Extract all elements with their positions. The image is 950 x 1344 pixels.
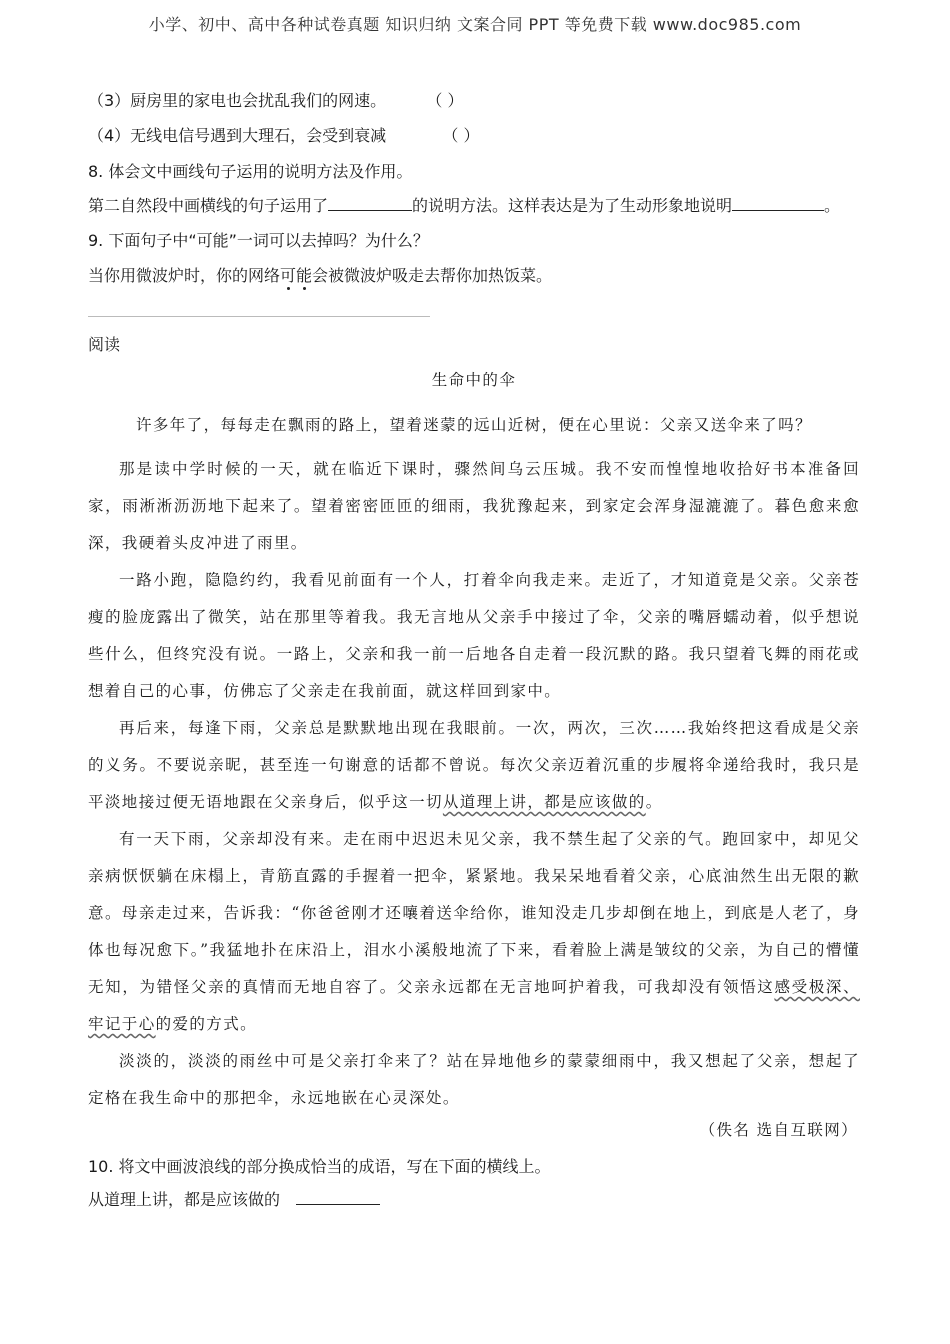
q9-text-post: 会被微波炉吸走去帮你加热饭菜。 (312, 266, 553, 285)
q9-prompt: 9. 下面句子中“可能”一词可以去掉吗？为什么？ (88, 231, 429, 250)
q10-answer-prefix: 从道理上讲，都是应该做的 (88, 1190, 281, 1209)
q8-text-end: 。 (824, 196, 841, 215)
article-intro: 许多年了，每每走在飘雨的路上，望着迷蒙的远山近树，便在心里说：父亲又送伞来了吗？ (135, 416, 812, 434)
article-paragraph-2: 一路小跑，隐隐约约，我看见前面有一个人，打着伞向我走来。走近了，才知道竟是父亲。父亲苍瘦的脸庞露出了微笑，站在那里等着我。我无言地从父亲手中接过了伞，父亲的嘴唇蠕动着，似乎想说些什么，但终究没有说。一路上，父亲和我一前一后地各自走着一段沉默的路。我只望着飞舞的雨花或想着自己的心事，仿佛忘了父亲走在我前面，就这样回到家中。 (88, 571, 860, 700)
p3-wavy-phrase: 从道理上讲，都是应该做的 (442, 793, 646, 811)
q9-dotted-char-2: 能 (296, 266, 313, 285)
q10-answer-blank[interactable] (296, 1190, 380, 1205)
item-3 (88, 88, 463, 111)
article-paragraph-5: 淡淡的，淡淡的雨丝中可是父亲打伞来了？站在异地他乡的蒙蒙细雨中，我又想起了父亲，想起了定格在我生命中的那把伞，永远地嵌在心灵深处。 (88, 1052, 860, 1107)
article-source: （佚名 选自互联网） (699, 1121, 858, 1139)
p4-wavy-phrase: 感受极深、牢记于心 (88, 978, 860, 1033)
q9-text-pre: 当你用微波炉时，你的网络 (88, 266, 281, 285)
article-paragraph-4 (88, 821, 860, 1043)
item-3-answer-paren[interactable]: （ ） (426, 91, 464, 110)
q10-answer-line (88, 1187, 380, 1210)
q8-prompt: 8. 体会文中画线句子运用的说明方法及作用。 (88, 162, 413, 181)
article-body (88, 451, 860, 1117)
item-3-text: （3）厨房里的家电也会扰乱我们的网速。 (88, 91, 387, 110)
p4-text-pre: 有一天下雨，父亲却没有来。走在雨中迟迟未见父亲，我不禁生起了父亲的气。跑回家中，却见父亲病恹恹躺在床榻上，青筋直露的手握着一把伞，紧紧地。我呆呆地看着父亲，心底油然生出无限的歉意。母亲走过来，告诉我：“你爸爸刚才还嚷着送伞给你，谁知没走几步却倒在地上，到底是人老了，身体也每况愈下。”我猛地扑在床沿上，泪水小溪般地流了下来，看着脸上满是皱纹的父亲，为自己的懵懂无知，为错怪父亲的真情而无地自容了。父亲永远都在无言地呵护着我，可我却没有领悟这 (88, 830, 860, 996)
answer-divider (88, 316, 430, 317)
article-paragraph-1: 那是读中学时候的一天，就在临近下课时，骤然间乌云压城。我不安而惶惶地收拾好书本准备回家，雨淅淅沥沥地下起来了。望着密密匝匝的细雨，我犹豫起来，到家定会浑身湿漉漉了。暮色愈来愈深，我硬着头皮冲进了雨里。 (88, 460, 860, 552)
q8-blank-1[interactable] (328, 196, 412, 211)
q10-prompt: 10. 将文中画波浪线的部分换成恰当的成语，写在下面的横线上。 (88, 1157, 551, 1176)
item-4-text: （4）无线电信号遇到大理石，会受到衰减 (88, 126, 387, 145)
q8-text-b: 的说明方法。这样表达是为了生动形象地说明 (412, 196, 733, 215)
q8-answer-line (88, 193, 840, 216)
item-4 (88, 123, 479, 146)
reading-label: 阅读 (88, 335, 121, 354)
q8-text-a: 第二自然段中画横线的句子运用了 (88, 196, 329, 215)
page-header: 小学、初中、高中各种试卷真题 知识归纳 文案合同 PPT 等免费下载 www.doc985.com (148, 15, 802, 34)
article-paragraph-3 (88, 710, 860, 821)
p4-text-post: 的爱的方式。 (155, 1015, 258, 1033)
q9-dotted-char-1: 可 (280, 266, 297, 285)
article-title: 生命中的伞 (431, 371, 517, 389)
q9-sentence (88, 263, 552, 286)
p3-text-pre: 再后来，每逢下雨，父亲总是默默地出现在我眼前。一次，两次，三次……我始终把这看成是父亲的义务。不要说亲昵，甚至连一句谢意的话都不曾说。每次父亲迈着沉重的步履将伞递给我时，我只是平淡地接过便无语地跟在父亲身后，似乎这一切 (88, 719, 860, 811)
item-4-answer-paren[interactable]: （ ） (442, 126, 480, 145)
q8-blank-2[interactable] (732, 196, 824, 211)
p3-text-post: 。 (645, 793, 663, 811)
